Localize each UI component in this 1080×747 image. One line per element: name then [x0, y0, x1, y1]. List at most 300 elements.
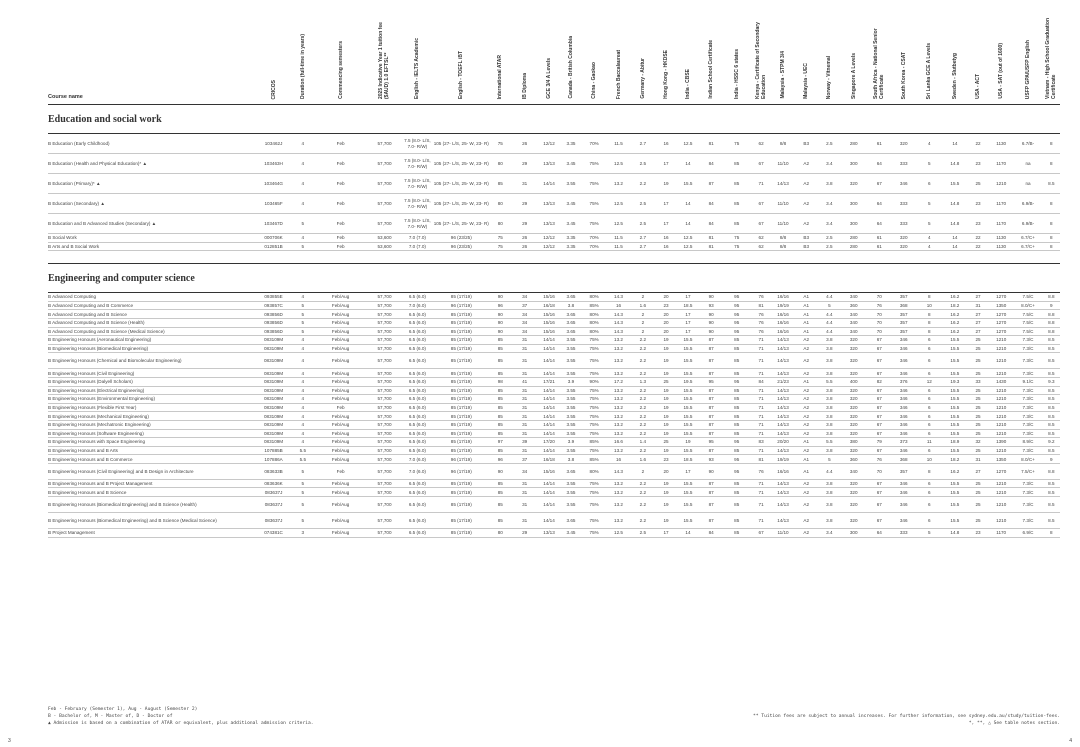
table-cell: 37	[511, 455, 538, 464]
table-cell: 15.5	[943, 488, 967, 497]
table-cell: 14.3	[606, 318, 630, 327]
table-cell: 37	[511, 301, 538, 310]
table-cell: 346	[892, 403, 916, 412]
table-cell: 85 (17/19)	[433, 369, 489, 378]
table-cell: 71	[750, 488, 772, 497]
table-cell: 12.5	[677, 134, 699, 154]
table-cell: 15.5	[677, 412, 699, 421]
table-cell: 14	[677, 529, 699, 538]
table-cell: 13.2	[606, 497, 630, 513]
table-cell: 19	[655, 386, 677, 395]
table-cell: 5	[292, 479, 314, 488]
table-cell: 67	[867, 412, 891, 421]
table-cell: 6	[916, 513, 943, 529]
table-cell: Feb/Aug	[314, 344, 368, 353]
table-cell: 85	[489, 488, 511, 497]
table-cell: 85	[489, 336, 511, 345]
table-cell: 2.5	[631, 214, 655, 234]
table-cell: 105 (27- L/S, 25- W, 23- R)	[433, 174, 489, 194]
table-cell: 31	[511, 174, 538, 194]
table-cell: 67	[867, 446, 891, 455]
table-cell: 105 (27- L/S, 25- W, 23- R)	[433, 194, 489, 214]
table-cell: 083636K	[255, 479, 292, 488]
footer-notes-right	[753, 713, 1060, 727]
table-cell: 083109M	[255, 395, 292, 404]
table-cell: 300	[840, 194, 867, 214]
table-cell: 1.4	[631, 438, 655, 447]
column-header	[794, 2, 818, 105]
table-cell: 12.5	[677, 234, 699, 243]
table-cell: 85	[723, 336, 750, 345]
table-cell: na	[1013, 174, 1042, 194]
table-cell: 75%	[582, 446, 606, 455]
table-row	[48, 134, 1060, 154]
table-cell: 083109M	[255, 386, 292, 395]
table-cell: 85 (17/19)	[433, 479, 489, 488]
table-cell: 13/13	[538, 194, 560, 214]
table-cell: 14.8	[943, 214, 967, 234]
table-row	[48, 234, 1060, 243]
table-cell: 16	[606, 455, 630, 464]
column-header-label: Norway - Vitnemal	[826, 55, 833, 99]
table-cell: 2.5	[631, 529, 655, 538]
table-cell: 7.5/C	[1013, 318, 1042, 327]
table-cell: 4.4	[818, 310, 840, 319]
table-cell: 3.8	[818, 386, 840, 395]
table-cell: 7.3/C	[1013, 344, 1042, 353]
table-cell: 26	[511, 234, 538, 243]
table-cell: 2.2	[631, 429, 655, 438]
table-cell: 6.5 (6.0)	[402, 420, 434, 429]
table-cell: 25	[967, 479, 989, 488]
table-cell: 4	[292, 353, 314, 369]
table-cell: 31	[511, 403, 538, 412]
table-cell: 360	[840, 301, 867, 310]
table-cell: 3.55	[560, 479, 582, 488]
table-cell: 71	[750, 353, 772, 369]
table-cell: 083109M	[255, 403, 292, 412]
table-cell: 15.5	[943, 174, 967, 194]
table-cell: Feb/Aug	[314, 310, 368, 319]
column-header	[511, 2, 538, 105]
table-cell: 3.8	[818, 488, 840, 497]
table-cell: 70%	[582, 134, 606, 154]
table-cell: 19	[655, 420, 677, 429]
table-cell: 8.5	[1043, 479, 1060, 488]
table-cell: 8/8	[772, 242, 794, 251]
table-cell: 14.8	[943, 154, 967, 174]
table-cell: 27	[967, 463, 989, 479]
table-cell: 14/14	[538, 497, 560, 513]
table-cell: 16.6	[606, 438, 630, 447]
table-cell: 97	[489, 438, 511, 447]
table-cell: 320	[840, 344, 867, 353]
column-header	[989, 2, 1013, 105]
table-cell: 80	[489, 154, 511, 174]
table-cell: 6.7/C+	[1013, 242, 1042, 251]
table-cell: 320	[892, 134, 916, 154]
table-cell: 85 (17/19)	[433, 336, 489, 345]
table-cell: 31	[511, 412, 538, 421]
table-cell: 19/19	[772, 455, 794, 464]
table-cell: 340	[840, 310, 867, 319]
table-cell: 85 (17/19)	[433, 310, 489, 319]
table-cell: 6	[916, 174, 943, 194]
table-cell: 75	[489, 134, 511, 154]
table-cell: 15/16	[538, 310, 560, 319]
table-cell: 16.2	[943, 327, 967, 336]
table-cell: 85	[489, 369, 511, 378]
table-cell: 4	[292, 438, 314, 447]
table-cell: 80%	[582, 463, 606, 479]
table-cell: A1	[794, 438, 818, 447]
table-cell: 3.65	[560, 318, 582, 327]
table-cell: 57,700	[367, 488, 401, 497]
table-cell: 320	[840, 386, 867, 395]
table-cell: 75%	[582, 497, 606, 513]
table-cell: 31	[967, 301, 989, 310]
table-cell: 9.1/C	[1013, 377, 1042, 386]
table-cell: 80%	[582, 310, 606, 319]
table-cell: 4	[292, 234, 314, 243]
table-cell: 4	[916, 242, 943, 251]
table-cell: 6	[916, 488, 943, 497]
table-cell: 75%	[582, 154, 606, 174]
course-name-cell: B Engineering Honours (Environmental Engineering)	[48, 395, 255, 404]
course-name-cell: B Engineering Honours and B Commerce	[48, 455, 255, 464]
table-cell: 95	[723, 318, 750, 327]
table-cell: 34	[511, 463, 538, 479]
course-name-cell: B Engineering Honours (Software Engineering)	[48, 429, 255, 438]
table-cell: A2	[794, 353, 818, 369]
table-cell: 41	[511, 377, 538, 386]
table-cell: 083637J	[255, 488, 292, 497]
column-header	[943, 2, 967, 105]
table-cell: 87	[699, 386, 723, 395]
table-cell: 8.8	[1043, 327, 1060, 336]
table-cell: 57,700	[367, 154, 401, 174]
table-cell: 11/10	[772, 214, 794, 234]
table-cell: 17	[677, 293, 699, 302]
table-cell: 1210	[989, 446, 1013, 455]
table-cell: 1270	[989, 318, 1013, 327]
table-cell: 1.6	[631, 455, 655, 464]
table-cell: 3.8	[818, 429, 840, 438]
table-cell: 25	[967, 446, 989, 455]
table-cell: 67	[867, 497, 891, 513]
table-cell: 16.2	[943, 293, 967, 302]
table-cell: 61	[867, 242, 891, 251]
table-cell: na	[1013, 154, 1042, 174]
table-cell: 333	[892, 154, 916, 174]
table-cell: 85 (17/19)	[433, 293, 489, 302]
table-cell: 6.5 (6.0)	[402, 479, 434, 488]
table-cell: 14.3	[606, 327, 630, 336]
table-cell: 12/12	[538, 134, 560, 154]
table-cell: 2.2	[631, 420, 655, 429]
table-cell: 31	[511, 429, 538, 438]
table-cell: 346	[892, 446, 916, 455]
table-cell: A2	[794, 488, 818, 497]
table-cell: 7.3/C	[1013, 479, 1042, 488]
table-cell: 083109M	[255, 336, 292, 345]
table-cell: 346	[892, 513, 916, 529]
course-name-cell: B Engineering Honours (Aeronautical Engineering)	[48, 336, 255, 345]
section-header-row	[48, 105, 1060, 134]
table-cell: 95	[723, 377, 750, 386]
table-row	[48, 344, 1060, 353]
table-cell: 3.8	[818, 412, 840, 421]
table-cell: 8.5	[1043, 174, 1060, 194]
table-cell: A1	[794, 455, 818, 464]
course-name-cell: B Advanced Computing	[48, 293, 255, 302]
table-cell: 84	[699, 529, 723, 538]
table-cell: Feb	[314, 463, 368, 479]
table-cell: 16/16	[772, 463, 794, 479]
table-cell: 19	[655, 488, 677, 497]
table-cell: 8.5	[1043, 403, 1060, 412]
table-cell: 85	[723, 420, 750, 429]
table-cell: 8	[916, 463, 943, 479]
table-cell: 29	[511, 214, 538, 234]
table-cell: 90	[699, 463, 723, 479]
table-cell: 13.2	[606, 429, 630, 438]
table-cell: 320	[840, 336, 867, 345]
table-cell: 23	[967, 194, 989, 214]
table-cell: 14/13	[772, 403, 794, 412]
table-cell: 8.8	[1043, 318, 1060, 327]
table-cell: 340	[840, 463, 867, 479]
table-cell: 357	[892, 463, 916, 479]
table-cell: Feb	[314, 134, 368, 154]
table-cell: 16.2	[943, 318, 967, 327]
table-cell: 75	[723, 242, 750, 251]
column-header	[772, 2, 794, 105]
table-cell: 9.3	[1043, 377, 1060, 386]
table-cell: 70	[867, 310, 891, 319]
table-cell: 67	[867, 488, 891, 497]
table-cell: 360	[840, 455, 867, 464]
table-cell: 4.4	[818, 293, 840, 302]
table-cell: 376	[892, 377, 916, 386]
table-cell: 3.55	[560, 174, 582, 194]
table-cell: 31	[511, 479, 538, 488]
table-cell: 5	[916, 194, 943, 214]
table-cell: 1210	[989, 353, 1013, 369]
table-cell: 3.55	[560, 369, 582, 378]
table-cell: 4	[292, 134, 314, 154]
table-cell: 85	[723, 386, 750, 395]
table-cell: 84	[750, 377, 772, 386]
course-name-cell: B Engineering Honours (Electrical Engineering)	[48, 386, 255, 395]
table-cell: 25	[967, 369, 989, 378]
table-cell: 14/14	[538, 479, 560, 488]
table-cell: 85 (17/19)	[433, 429, 489, 438]
table-cell: 1210	[989, 479, 1013, 488]
table-cell: 093856D	[255, 310, 292, 319]
table-cell: 15.5	[677, 369, 699, 378]
table-cell: 85	[723, 344, 750, 353]
table-cell: 4	[292, 377, 314, 386]
table-cell: 19	[655, 344, 677, 353]
table-cell: 85	[489, 386, 511, 395]
table-cell: 14/13	[772, 497, 794, 513]
table-cell: 76	[750, 318, 772, 327]
table-cell: 8	[1043, 529, 1060, 538]
table-cell: 31	[511, 344, 538, 353]
table-cell: 75%	[582, 479, 606, 488]
table-cell: 093855E	[255, 293, 292, 302]
table-cell: 4	[292, 386, 314, 395]
table-cell: 57,700	[367, 134, 401, 154]
table-cell: 14/14	[538, 420, 560, 429]
table-cell: A1	[794, 318, 818, 327]
course-name-cell: B Advanced Computing and B Science	[48, 310, 255, 319]
table-cell: 29	[511, 154, 538, 174]
table-cell: 25	[967, 420, 989, 429]
table-cell: 083109M	[255, 344, 292, 353]
course-name-cell: B Engineering Honours (Mechatronic Engineering)	[48, 420, 255, 429]
table-cell: 71	[750, 420, 772, 429]
table-cell: 64	[867, 194, 891, 214]
table-cell: 14	[677, 214, 699, 234]
table-cell: 103463H	[255, 154, 292, 174]
table-cell: A2	[794, 479, 818, 488]
table-cell: 17	[677, 463, 699, 479]
table-cell: 16/18	[538, 301, 560, 310]
table-row	[48, 438, 1060, 447]
table-cell: 7.3/C	[1013, 336, 1042, 345]
table-cell: 19	[655, 369, 677, 378]
table-cell: 75%	[582, 513, 606, 529]
table-cell: 8.5	[1043, 386, 1060, 395]
table-cell: 12	[916, 377, 943, 386]
table-cell: 13.2	[606, 403, 630, 412]
table-cell: Feb/Aug	[314, 377, 368, 386]
table-cell: 3.55	[560, 336, 582, 345]
table-cell: 64	[867, 154, 891, 174]
table-row	[48, 318, 1060, 327]
table-cell: 67	[750, 194, 772, 214]
table-cell: 29	[511, 529, 538, 538]
table-cell: 27	[967, 293, 989, 302]
table-cell: 87	[699, 353, 723, 369]
table-cell: 14.8	[943, 194, 967, 214]
table-cell: 3.55	[560, 403, 582, 412]
column-header	[1013, 2, 1042, 105]
table-cell: 346	[892, 479, 916, 488]
table-cell: 83	[750, 438, 772, 447]
table-cell: 346	[892, 353, 916, 369]
table-cell: 57,700	[367, 395, 401, 404]
table-cell: 75	[723, 134, 750, 154]
table-cell: 85	[723, 497, 750, 513]
table-cell: 81	[750, 455, 772, 464]
table-cell: 17	[655, 154, 677, 174]
table-cell: 2.2	[631, 479, 655, 488]
table-cell: 15.5	[943, 479, 967, 488]
table-cell: 79	[867, 438, 891, 447]
course-name-cell: B Engineering Honours (Biomedical Engineering) and B Science (Health)	[48, 497, 255, 513]
admission-table-sheet	[48, 2, 1060, 538]
table-cell: 4	[292, 154, 314, 174]
table-cell: 1210	[989, 497, 1013, 513]
table-cell: 13.2	[606, 353, 630, 369]
column-header-label: Sweden - Slutbetyg	[951, 52, 958, 99]
table-cell: 8	[916, 327, 943, 336]
table-cell: 4	[292, 403, 314, 412]
table-cell: 103464G	[255, 174, 292, 194]
table-cell: 85%	[582, 301, 606, 310]
table-cell: 67	[867, 336, 891, 345]
course-name-cell: B Engineering Honours with Space Engineering	[48, 438, 255, 447]
table-cell: 57,700	[367, 174, 401, 194]
table-cell: A2	[794, 154, 818, 174]
table-cell: 5	[916, 214, 943, 234]
table-cell: 6.5 (6.0)	[402, 318, 434, 327]
table-cell: 29	[511, 194, 538, 214]
table-cell: 103465F	[255, 194, 292, 214]
table-cell: 23	[967, 214, 989, 234]
course-name-cell: B Engineering Honours (Dalyell Scholars)	[48, 377, 255, 386]
table-cell: 85	[489, 420, 511, 429]
table-cell: 1270	[989, 463, 1013, 479]
table-cell: A2	[794, 529, 818, 538]
table-cell: 15.5	[677, 386, 699, 395]
table-cell: 90	[489, 327, 511, 336]
table-cell: 6.9/B-	[1013, 214, 1042, 234]
column-header	[582, 2, 606, 105]
table-cell: 5.5	[818, 438, 840, 447]
table-cell: 27	[967, 318, 989, 327]
table-cell: 76	[867, 455, 891, 464]
table-cell: 71	[750, 479, 772, 488]
table-cell: 7.3/C	[1013, 488, 1042, 497]
table-cell: 53,600	[367, 234, 401, 243]
table-cell: 85 (17/19)	[433, 412, 489, 421]
table-row	[48, 293, 1060, 302]
table-row	[48, 446, 1060, 455]
column-header	[699, 2, 723, 105]
table-cell: 3.65	[560, 463, 582, 479]
table-cell: A2	[794, 497, 818, 513]
section-spacer	[48, 251, 1060, 264]
table-cell: 15.5	[943, 513, 967, 529]
table-cell: A2	[794, 344, 818, 353]
table-cell: 8	[1043, 134, 1060, 154]
page-number-right: 4	[1069, 738, 1072, 744]
table-cell: 34	[511, 293, 538, 302]
table-cell: 4.4	[818, 463, 840, 479]
table-cell: 11.5	[606, 134, 630, 154]
footnote-admission: ▲ Admission is based on a combination of ATAR or equivalent, plus additional admission criteria.	[48, 721, 314, 726]
table-cell: 4	[292, 174, 314, 194]
table-cell: 14/13	[772, 336, 794, 345]
course-name-cell: B Engineering Honours (Chemical and Biomolecular Engineering)	[48, 353, 255, 369]
table-cell: 2.5	[631, 154, 655, 174]
table-cell: 3.35	[560, 234, 582, 243]
column-header	[916, 2, 943, 105]
table-cell: 19	[655, 336, 677, 345]
table-row	[48, 327, 1060, 336]
table-cell: 6	[916, 446, 943, 455]
table-cell: 14/13	[772, 174, 794, 194]
table-cell: 320	[840, 420, 867, 429]
table-cell: 340	[840, 318, 867, 327]
table-cell: 18.2	[943, 455, 967, 464]
column-header-label: CRICOS	[270, 79, 277, 99]
table-cell: 17	[677, 327, 699, 336]
